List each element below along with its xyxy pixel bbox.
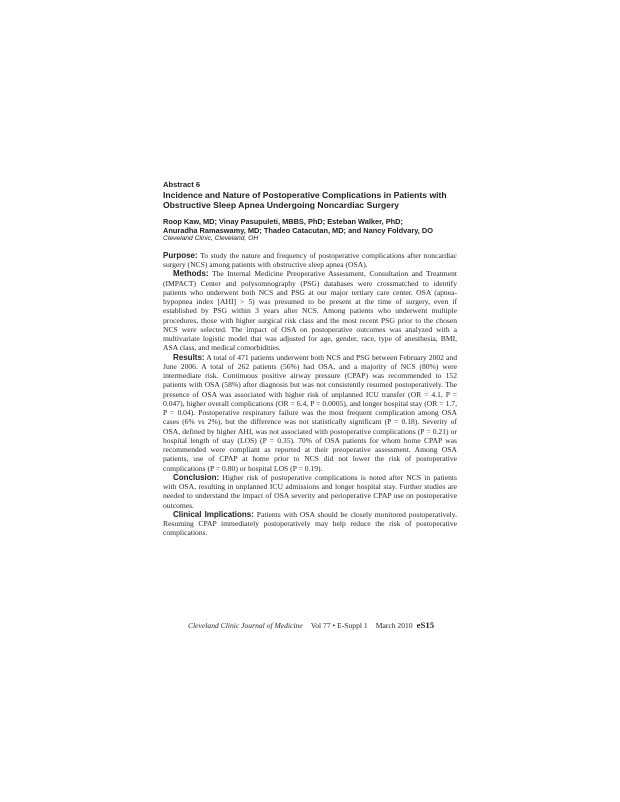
methods-heading: Methods: [173, 269, 209, 279]
page-footer [188, 620, 458, 630]
implications-heading: Clinical Implications: [173, 509, 254, 519]
conclusion-paragraph [163, 473, 457, 510]
implications-paragraph [163, 510, 457, 538]
results-text: A total of 471 patients underwent both NCS and PSG between February 2002 and June 2006. A total of 262 patients (56%) had OSA, and a majority of NCS (80%) were intermediate risk. Continuous positive airway pressure (CPAP) was recommended to 152 patients with OSA (58%) after diagnosis but was not consistently resumed postoperatively. The presence of OSA was associated with higher risk of unplanned ICU transfer (OR = 4.1, P = 0.047), higher overall complications (OR = 6.4, P = 0.0005), and longer hospital stay (OR = 1.7, P = 0.04). Postoperative respiratory failure was the most frequent complication among OSA cases (6% vs 2%), but the difference was not statistically significant (P = 0.18). Severity of OSA, defined by higher AHI, was not associated with postoperative complications (P = 0.21) or hospital length of stay (LOS) (P = 0.35). 70% of OSA patients for whom home CPAP was recommended were compliant as reported at their preoperative assessment. Among OSA patients, use of CPAP at home prior to NCS did not lower the risk of postoperative complications (P = 0.80) or hospital LOS (P = 0.19). [163, 352, 457, 473]
purpose-paragraph [163, 251, 457, 270]
authors-line-1: Roop Kaw, MD; Vinay Pasupuleti, MBBS, PhD; Esteban Walker, PhD; [163, 217, 403, 226]
conclusion-heading: Conclusion: [173, 472, 220, 482]
conclusion-text: Higher risk of postoperative complications is noted after NCS in patients with OSA, resulting in unplanned ICU admissions and longer hospital stay. Further studies are needed to understand the impact of OSA severity and perioperative CPAP use on postoperative outcomes. [163, 472, 457, 510]
results-heading: Results: [173, 352, 205, 362]
footer-volume: Vol 77 • E-Suppl 1 [310, 621, 368, 630]
methods-paragraph [163, 269, 457, 352]
purpose-text: To study the nature and frequency of postoperative complications after noncardiac surgery (NCS) among patients with obstructive sleep apnea (OSA). [163, 250, 457, 270]
authors-line-2: Anuradha Ramaswamy, MD; Thadeo Catacutan, MD; and Nancy Foldvary, DO [163, 226, 433, 236]
abstract-title: Incidence and Nature of Postoperative Complications in Patients with Obstructive Sleep Apnea Undergoing Noncardiac Surgery [163, 190, 447, 210]
results-paragraph [163, 353, 457, 473]
abstract-column [163, 180, 457, 538]
footer-journal-name: Cleveland Clinic Journal of Medicine [188, 621, 303, 630]
implications-text: Patients with OSA should be closely monitored postoperatively. Resuming CPAP immediately postoperatively may help reduce the risk of postoperative complications. [163, 509, 457, 538]
footer-page-number: eS15 [416, 620, 435, 630]
purpose-heading: Purpose: [163, 250, 198, 260]
abstract-number: Abstract 6 [163, 180, 201, 189]
methods-text: The Internal Medicine Preoperative Assessment, Consultation and Treatment (IMPACT) Center and polysomnography (PSG) databases were crossmatched to identify patients who underwent both NCS and PSG at our major tertiary care center. OSA (apnea-hypopnea index [AHI] > 5) was presumed to be present at the time of surgery, even if established by PSG within 3 years after NCS. Among patients who underwent multiple procedures, those with higher surgical risk class and the most recent PSG prior to the chosen NCS were selected. The impact of OSA on postoperative outcomes was analyzed with a multivariate logistic model that was adjusted for age, gender, race, type of anesthesia, BMI, ASA class, and medical comorbidities. [163, 269, 457, 353]
footer-date: March 2010 [375, 621, 413, 630]
affiliation: Cleveland Clinic, Cleveland, OH [163, 235, 259, 243]
